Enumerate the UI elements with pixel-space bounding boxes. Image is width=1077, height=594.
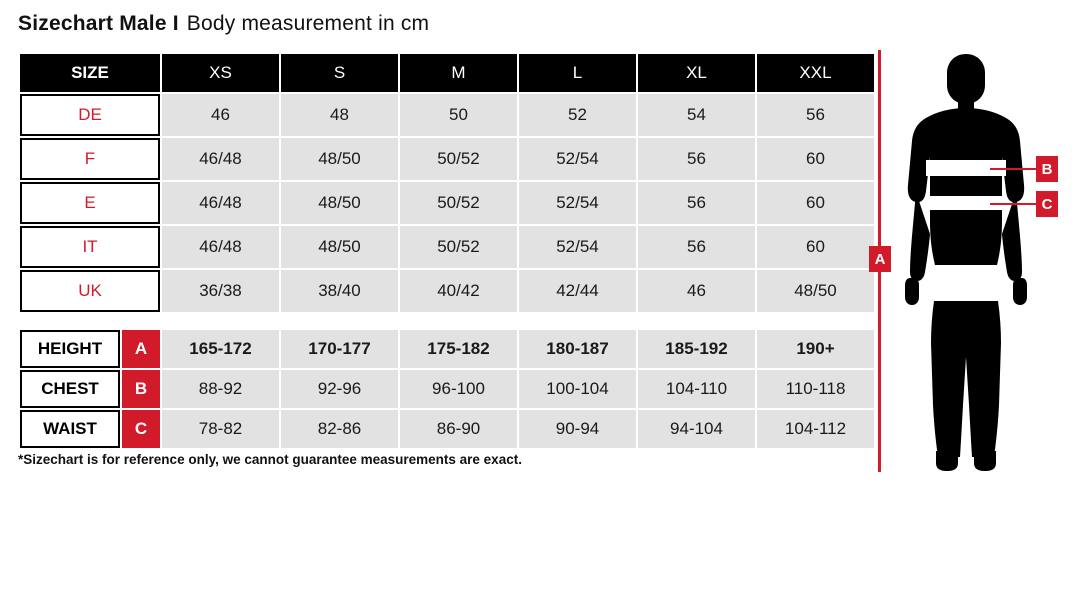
cell-waist-m: 86-90 (400, 410, 517, 448)
cell-it-l: 52/54 (519, 226, 636, 268)
cell-height-xs: 165-172 (162, 330, 279, 368)
cell-e-l: 52/54 (519, 182, 636, 224)
title-separator: I (172, 12, 179, 35)
header-size-xxl: XXL (757, 54, 874, 92)
cell-chest-m: 96-100 (400, 370, 517, 408)
cell-de-m: 50 (400, 94, 517, 136)
cell-height-s: 170-177 (281, 330, 398, 368)
cell-waist-l: 90-94 (519, 410, 636, 448)
table-spacer (20, 314, 874, 328)
cell-de-xl: 54 (638, 94, 755, 136)
cell-waist-xs: 78-82 (162, 410, 279, 448)
row-label-chest-wrap (20, 370, 160, 408)
cell-it-s: 48/50 (281, 226, 398, 268)
figure-marker-b: B (1036, 156, 1058, 182)
leader-line-c (990, 203, 1038, 205)
cell-it-xl: 56 (638, 226, 755, 268)
cell-uk-xs: 36/38 (162, 270, 279, 312)
title-main: Sizechart Male (18, 12, 167, 35)
cell-uk-s: 38/40 (281, 270, 398, 312)
cell-f-xxl: 60 (757, 138, 874, 180)
cell-de-s: 48 (281, 94, 398, 136)
header-size-l: L (519, 54, 636, 92)
table-row (20, 138, 874, 180)
cell-de-xxl: 56 (757, 94, 874, 136)
cell-it-xs: 46/48 (162, 226, 279, 268)
cell-f-m: 50/52 (400, 138, 517, 180)
cell-waist-xxl: 104-112 (757, 410, 874, 448)
row-label-it: IT (20, 226, 160, 268)
leader-line-b (990, 168, 1038, 170)
table-row (20, 370, 874, 408)
page-title (18, 12, 429, 36)
row-label-uk: UK (20, 270, 160, 312)
row-label-height: HEIGHT (20, 330, 120, 368)
header-size-s: S (281, 54, 398, 92)
row-label-f: F (20, 138, 160, 180)
table-row (20, 182, 874, 224)
row-label-de: DE (20, 94, 160, 136)
cell-chest-l: 100-104 (519, 370, 636, 408)
sizechart-table (18, 52, 876, 450)
cell-height-xxl: 190+ (757, 330, 874, 368)
header-size-xs: XS (162, 54, 279, 92)
table-row (20, 410, 874, 448)
cell-uk-l: 42/44 (519, 270, 636, 312)
header-size-m: M (400, 54, 517, 92)
table-row (20, 270, 874, 312)
cell-height-xl: 185-192 (638, 330, 755, 368)
table-row (20, 226, 874, 268)
cell-de-xs: 46 (162, 94, 279, 136)
cell-f-xs: 46/48 (162, 138, 279, 180)
cell-chest-xs: 88-92 (162, 370, 279, 408)
table-row (20, 94, 874, 136)
cell-e-s: 48/50 (281, 182, 398, 224)
cell-de-l: 52 (519, 94, 636, 136)
figure-marker-c: C (1036, 191, 1058, 217)
cell-f-s: 48/50 (281, 138, 398, 180)
cell-e-xxl: 60 (757, 182, 874, 224)
sizechart-table-wrap (18, 52, 863, 450)
cell-uk-xl: 46 (638, 270, 755, 312)
marker-badge-a: A (122, 330, 160, 368)
row-label-height-wrap (20, 330, 160, 368)
footnote: *Sizechart is for reference only, we cannot guarantee measurements are exact. (18, 452, 522, 467)
cell-uk-m: 40/42 (400, 270, 517, 312)
cell-chest-s: 92-96 (281, 370, 398, 408)
row-label-waist-wrap (20, 410, 160, 448)
cell-waist-s: 82-86 (281, 410, 398, 448)
cell-e-xl: 56 (638, 182, 755, 224)
cell-e-m: 50/52 (400, 182, 517, 224)
row-label-chest: CHEST (20, 370, 120, 408)
row-label-e: E (20, 182, 160, 224)
header-size-label: SIZE (20, 54, 160, 92)
header-size-xl: XL (638, 54, 755, 92)
figure-marker-a: A (869, 246, 891, 272)
cell-f-xl: 56 (638, 138, 755, 180)
male-body-silhouette-icon (866, 46, 1066, 476)
table-header-row (20, 54, 874, 92)
cell-it-m: 50/52 (400, 226, 517, 268)
marker-badge-c: C (122, 410, 160, 448)
cell-height-m: 175-182 (400, 330, 517, 368)
table-row (20, 330, 874, 368)
title-subtitle: Body measurement in cm (186, 12, 430, 35)
cell-f-l: 52/54 (519, 138, 636, 180)
cell-waist-xl: 94-104 (638, 410, 755, 448)
cell-it-xxl: 60 (757, 226, 874, 268)
cell-chest-xl: 104-110 (638, 370, 755, 408)
cell-uk-xxl: 48/50 (757, 270, 874, 312)
cell-e-xs: 46/48 (162, 182, 279, 224)
row-label-waist: WAIST (20, 410, 120, 448)
marker-badge-b: B (122, 370, 160, 408)
cell-height-l: 180-187 (519, 330, 636, 368)
cell-chest-xxl: 110-118 (757, 370, 874, 408)
body-figure (866, 46, 1066, 476)
